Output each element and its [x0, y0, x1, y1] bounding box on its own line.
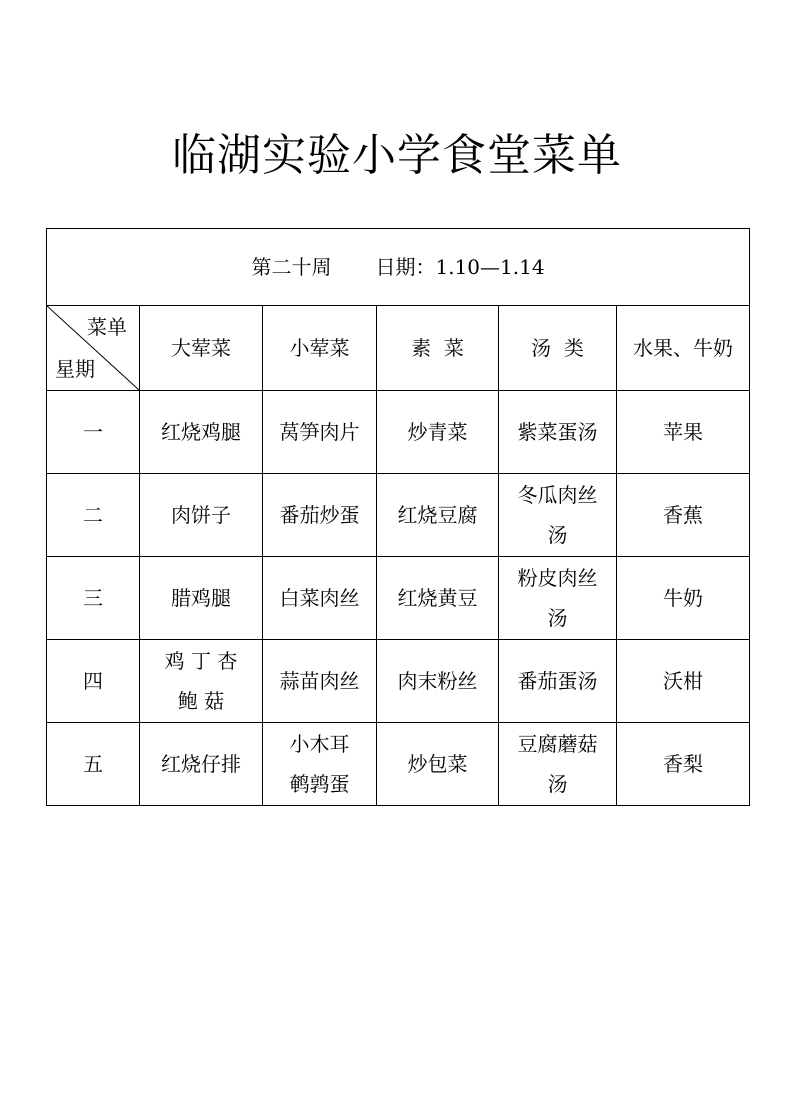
menu-cell	[617, 557, 750, 640]
menu-item-text: 汤	[547, 772, 568, 796]
menu-cell	[617, 723, 750, 806]
table-row	[47, 640, 750, 723]
menu-item-text: 炒包菜	[407, 752, 468, 776]
menu-item-text: 炒青菜	[407, 420, 468, 444]
menu-cell	[499, 723, 617, 806]
menu-cell	[617, 474, 750, 557]
menu-item-text: 莴笋肉片	[279, 420, 360, 444]
week-label: 第二十周	[251, 255, 332, 279]
table-row	[47, 723, 750, 806]
table-row	[47, 557, 750, 640]
menu-cell	[377, 557, 499, 640]
weekday-cell: 五	[47, 723, 140, 806]
column-header: 素 菜	[377, 306, 499, 391]
weekday-cell: 三	[47, 557, 140, 640]
column-header: 小荤菜	[263, 306, 377, 391]
menu-item-text: 汤	[547, 523, 568, 547]
page-title: 临湖实验小学食堂菜单	[172, 130, 622, 181]
menu-cell	[617, 391, 750, 474]
header-row	[47, 306, 750, 391]
menu-item-text: 粉皮肉丝	[517, 566, 598, 590]
menu-item-text: 鸡 丁 杏	[164, 649, 238, 673]
menu-item-text: 牛奶	[663, 586, 704, 610]
menu-item-text: 鲍 菇	[177, 689, 225, 713]
menu-item-text: 豆腐蘑菇	[517, 732, 598, 756]
menu-item-text: 沃柑	[663, 669, 704, 693]
weekday-cell: 二	[47, 474, 140, 557]
corner-label-menu: 菜单	[87, 315, 127, 339]
table-row	[47, 391, 750, 474]
menu-cell	[499, 474, 617, 557]
menu-item-text: 红烧仔排	[161, 752, 241, 776]
menu-cell	[140, 474, 263, 557]
menu-cell	[140, 391, 263, 474]
corner-label-weekday: 星期	[55, 357, 95, 381]
menu-cell	[377, 391, 499, 474]
menu-item-text: 红烧鸡腿	[161, 420, 241, 444]
menu-cell	[499, 391, 617, 474]
menu-item-text: 苹果	[663, 420, 704, 444]
menu-body	[47, 391, 750, 806]
weekday-cell: 四	[47, 640, 140, 723]
menu-item-text: 肉末粉丝	[397, 669, 478, 693]
week-date-cell	[47, 229, 750, 306]
menu-item-text: 番茄炒蛋	[279, 503, 360, 527]
table-row	[47, 474, 750, 557]
column-header: 大荤菜	[140, 306, 263, 391]
menu-cell	[499, 557, 617, 640]
menu-cell	[263, 723, 377, 806]
date-range: 日期：1.10—1.14	[375, 255, 545, 279]
menu-item-text: 红烧豆腐	[397, 503, 478, 527]
menu-item-text: 鹌鹑蛋	[289, 772, 350, 796]
corner-header-cell	[47, 306, 140, 391]
menu-cell	[499, 640, 617, 723]
column-header: 汤 类	[499, 306, 617, 391]
menu-item-text: 蒜苗肉丝	[279, 669, 360, 693]
menu-cell	[377, 640, 499, 723]
column-header: 水果、牛奶	[617, 306, 750, 391]
menu-cell	[140, 723, 263, 806]
menu-cell	[140, 557, 263, 640]
menu-item-text: 香蕉	[663, 503, 704, 527]
menu-item-text: 紫菜蛋汤	[517, 420, 598, 444]
menu-item-text: 白菜肉丝	[279, 586, 360, 610]
weekday-cell: 一	[47, 391, 140, 474]
menu-table	[46, 228, 750, 806]
menu-item-text: 冬瓜肉丝	[517, 483, 598, 507]
menu-item-text: 肉饼子	[171, 503, 231, 527]
menu-cell	[263, 557, 377, 640]
menu-cell	[263, 391, 377, 474]
menu-cell	[140, 640, 263, 723]
menu-cell	[377, 474, 499, 557]
week-row	[47, 229, 750, 306]
menu-item-text: 番茄蛋汤	[517, 669, 598, 693]
menu-cell	[263, 474, 377, 557]
menu-cell	[377, 723, 499, 806]
menu-item-text: 汤	[547, 606, 568, 630]
menu-item-text: 香梨	[663, 752, 704, 776]
menu-item-text: 红烧黄豆	[397, 586, 478, 610]
menu-cell	[263, 640, 377, 723]
menu-item-text: 腊鸡腿	[171, 586, 231, 610]
menu-cell	[617, 640, 750, 723]
menu-item-text: 小木耳	[289, 732, 350, 756]
